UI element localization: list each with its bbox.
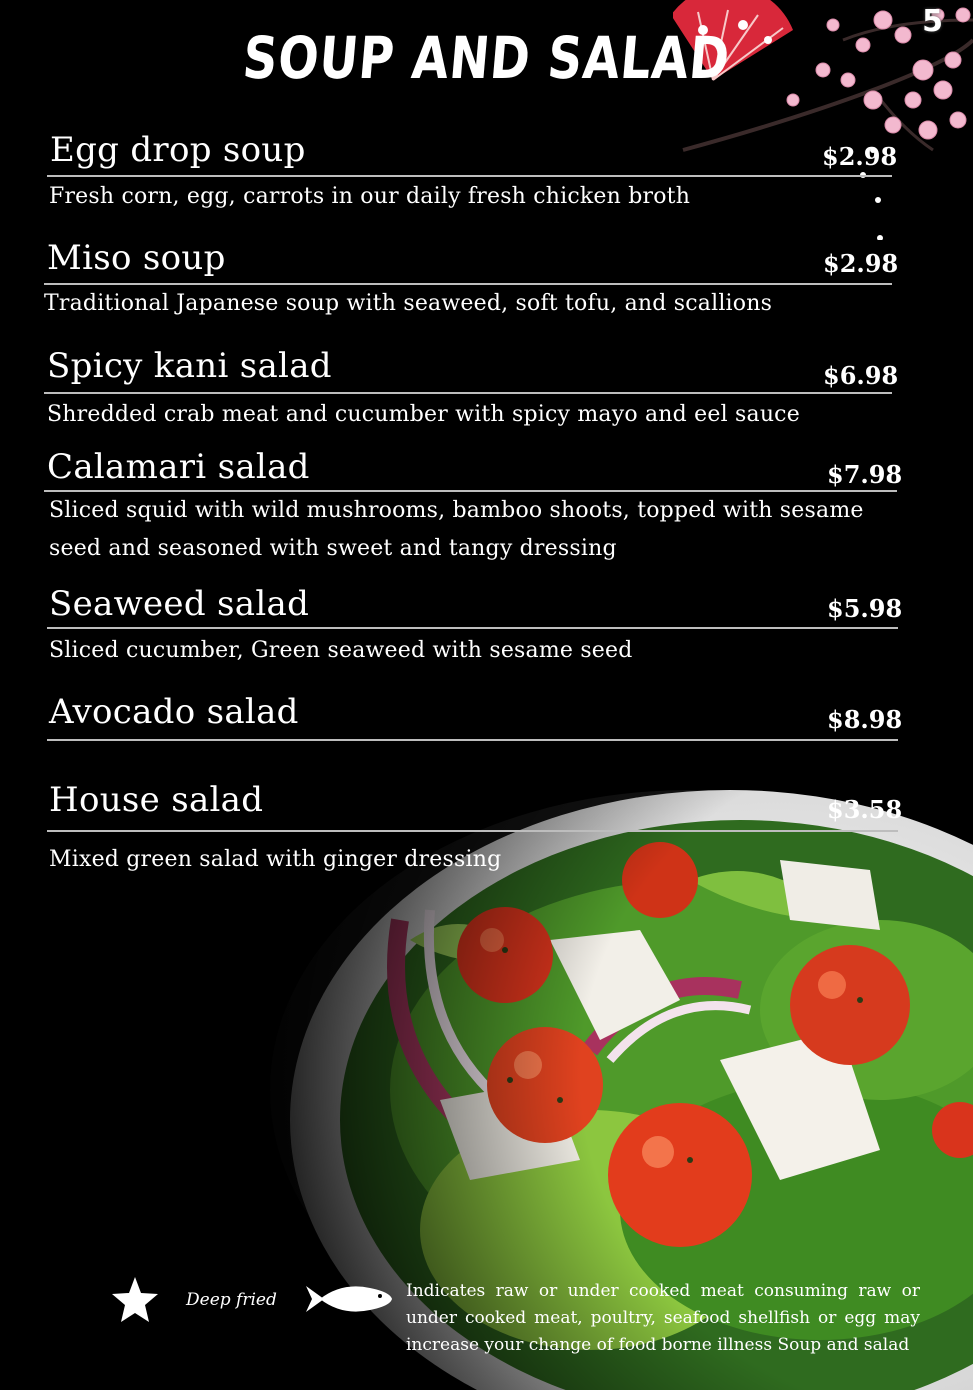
item-description: Fresh corn, egg, carrots in our daily fresh chicken broth xyxy=(49,184,691,209)
star-icon xyxy=(110,1275,160,1325)
item-divider xyxy=(47,175,892,177)
item-divider xyxy=(47,739,898,741)
item-name: Calamari salad xyxy=(47,447,310,487)
item-name: Seaweed salad xyxy=(49,584,310,624)
item-description-line-1: Sliced squid with wild mushrooms, bamboo shoots, topped with sesame xyxy=(49,498,864,523)
item-name: Egg drop soup xyxy=(50,130,306,170)
item-description: Mixed green salad with ginger dressing xyxy=(49,847,502,872)
item-name: Spicy kani salad xyxy=(47,346,332,386)
item-divider xyxy=(47,627,898,629)
item-description: Shredded crab meat and cucumber with spicy mayo and eel sauce xyxy=(47,402,800,427)
raw-food-disclaimer: Indicates raw or under cooked meat consuming raw or under cooked meat, poultry, seafood shellfish or egg may increase your change of food borne illness Soup and salad xyxy=(406,1281,920,1355)
item-name: Avocado salad xyxy=(49,692,299,732)
page-title: SOUP AND SALAD xyxy=(240,24,733,92)
item-divider xyxy=(44,392,892,394)
deep-fried-label: Deep fried xyxy=(186,1290,277,1310)
page-number: 5 xyxy=(922,4,943,39)
item-price: $3.58 xyxy=(827,795,903,824)
item-price: $6.98 xyxy=(823,361,899,390)
item-divider xyxy=(47,830,898,832)
item-price: $2.98 xyxy=(823,249,899,278)
item-description-line-2: seed and seasoned with sweet and tangy dressing xyxy=(49,536,617,561)
item-price: $5.98 xyxy=(827,594,903,623)
item-description: Traditional Japanese soup with seaweed, soft tofu, and scallions xyxy=(44,291,773,316)
item-name: House salad xyxy=(49,780,264,820)
item-name: Miso soup xyxy=(47,238,226,278)
fish-icon xyxy=(302,1280,394,1318)
item-price: $2.98 xyxy=(822,142,898,171)
item-description: Sliced cucumber, Green seaweed with sesame seed xyxy=(49,638,633,663)
item-price: $8.98 xyxy=(827,705,903,734)
item-price: $7.98 xyxy=(827,460,903,489)
